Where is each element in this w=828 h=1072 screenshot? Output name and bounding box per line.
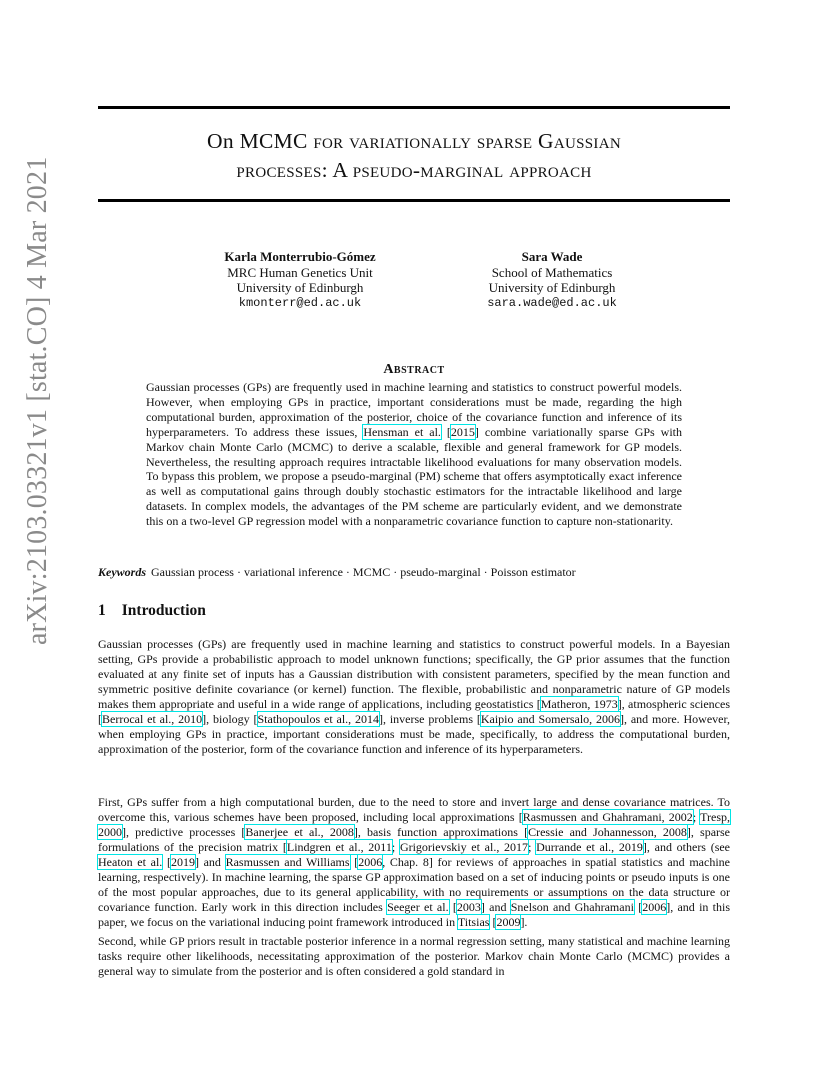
title-top-rule	[98, 106, 730, 109]
citation-link[interactable]: Grigorievskiy et al., 2017	[399, 840, 529, 854]
keywords-line	[98, 565, 730, 580]
citation-link[interactable]: Banerjee et al., 2008	[245, 825, 354, 839]
citation-year-link[interactable]: 2003	[456, 900, 481, 914]
citation-link[interactable]: Matheron, 1973	[540, 697, 618, 711]
citation-link[interactable]: Seeger et al.	[387, 900, 449, 914]
citation-year-link[interactable]: 2006	[642, 900, 667, 914]
citation-link[interactable]: Cressie and Johannesson, 2008	[528, 825, 687, 839]
citation-link[interactable]: Kaipio and Somersalo, 2006	[480, 712, 621, 726]
abstract-heading: Abstract	[383, 362, 445, 377]
intro-paragraph-1: Gaussian processes (GPs) are frequently used in machine learning and statistics to construct powerful models. In a Bayesian setting, GPs provide a probabilistic approach to model unknown functions; specifically, the GP prior assumes that the function evaluated at any finite set of inputs has a Gaussian distribution with consistent parameters, specified by the mean function and symmetric positive definite covariance (or kernel) function. The flexible, probabilistic and nonparametric nature of GP models makes them appropriate and useful in a wide range of applications, including geostatistics [Matheron, 1973], atmospheric sciences [Berrocal et al., 2010], biology [Stathopoulos et al., 2014], inverse problems [Kaipio and Somersalo, 2006], and more. However, when employing GPs in practice, important considerations must be made, specifically, to address the computational burden, approximation of the posterior, form of the covariance function and inference of its hyperparameters.	[98, 637, 731, 756]
author-block-2	[432, 249, 672, 311]
citation-link[interactable]: Stathopoulos et al., 2014	[257, 712, 380, 726]
citation-link[interactable]: Heaton et al.	[98, 855, 163, 869]
citation-link[interactable]: Titsias	[457, 915, 490, 929]
section-heading-introduction	[98, 602, 206, 620]
section-number: 1	[98, 602, 106, 619]
title-bottom-rule	[98, 199, 730, 202]
title-line-1: On MCMC for variationally sparse Gaussian	[207, 129, 621, 153]
paper-title	[98, 127, 730, 185]
author-name: Karla Monterrubio-Gómez	[224, 249, 376, 264]
citation-link[interactable]: Durrande et al., 2019	[536, 840, 643, 854]
author-name: Sara Wade	[521, 249, 583, 264]
author-email-link[interactable]: sara.wade@ed.ac.uk	[487, 295, 617, 310]
author-block-1	[180, 249, 420, 311]
citation-year-link[interactable]: 2015	[450, 424, 475, 439]
author-affiliation: School of Mathematics	[491, 264, 613, 280]
citation-link[interactable]: Rasmussen and Ghahramani, 2002	[522, 810, 693, 824]
keywords-list: Gaussian process · variational inference · MCMC · pseudo-marginal · Poisson estimator	[151, 565, 576, 579]
citation-link[interactable]: Snelson and Ghahramani	[510, 900, 634, 914]
arxiv-identifier-stamp: arXiv:2103.03321v1 [stat.CO] 4 Mar 2021	[22, 156, 53, 645]
citation-link[interactable]: Berrocal et al., 2010	[102, 712, 203, 726]
intro-paragraph-2: First, GPs suffer from a high computational burden, due to the need to store and invert large and dense covariance matrices. To overcome this, various schemes have been proposed, including local approximations [Rasmussen and Ghahramani, 2002; Tresp, 2000], predictive processes [Banerjee et al., 2008], basis function approximations [Cressie and Johannesson, 2008], sparse formulations of the precision matrix [Lindgren et al., 2011; Grigorievskiy et al., 2017; Durrande et al., 2019], and others (see Heaton et al. [2019] and Rasmussen and Williams [2006, Chap. 8] for reviews of approaches in spatial statistics and machine learning, respectively). In machine learning, the sparse GP approximation based on a set of inducing points or pseudo inputs is one of the most popular approaches, due to its general applicability, with no requirements or assumptions on the data structure or covariance function. Early work in this direction includes Seeger et al. [2003] and Snelson and Ghahramani [2006], and in this paper, we focus on the variational inducing point framework introduced in Titsias [2009].	[98, 795, 731, 929]
citation-link[interactable]: Hensman et al.	[363, 424, 441, 439]
citation-year-link[interactable]: 2019	[170, 855, 195, 869]
citation-link[interactable]: Lindgren et al., 2011	[286, 840, 392, 854]
citation-year-link[interactable]: 2009	[496, 915, 521, 929]
citation-year-link[interactable]: 2006	[358, 855, 383, 869]
intro-paragraph-3: Second, while GP priors result in tractable posterior inference in a normal regression setting, many statistical and machine learning tasks require other likelihoods, necessitating approximation of the posterior. Markov chain Monte Carlo (MCMC) provides a general way to simulate from the posterior and is often considered a gold standard in	[98, 934, 730, 978]
section-title: Introduction	[121, 602, 206, 619]
title-line-2: processes: A pseudo-marginal approach	[236, 158, 592, 182]
keywords-label: Keywords	[98, 565, 146, 579]
citation-link[interactable]: Rasmussen and Williams	[225, 855, 350, 869]
author-institution: University of Edinburgh	[236, 280, 364, 295]
abstract-text: Gaussian processes (GPs) are frequently used in machine learning and statistics to construct powerful models. However, when employing GPs in practice, important considerations must be made, regarding the high computational burden, approximation of the posterior, choice of the covariance function and inference of its hyperparameters. To address these issues, Hensman et al. [2015] combine variationally sparse GPs with Markov chain Monte Carlo (MCMC) to derive a scalable, flexible and general framework for GP models. Nevertheless, the resulting approach requires intractable likelihood evaluations for many observation models. To bypass this problem, we propose a pseudo-marginal (PM) scheme that offers asymptotically exact inference as well as computational gains through doubly stochastic estimators for the intractable likelihood and large datasets. In complex models, the advantages of the PM scheme are particularly evident, and we demonstrate this on a two-level GP regression model with a nonparametric covariance function to capture non-stationarity.	[146, 380, 683, 529]
citation-link[interactable]: Tresp, 2000	[98, 810, 730, 839]
author-affiliation: MRC Human Genetics Unit	[227, 264, 373, 280]
author-institution: University of Edinburgh	[488, 280, 616, 295]
author-email-link[interactable]: kmonterr@ed.ac.uk	[238, 295, 362, 310]
